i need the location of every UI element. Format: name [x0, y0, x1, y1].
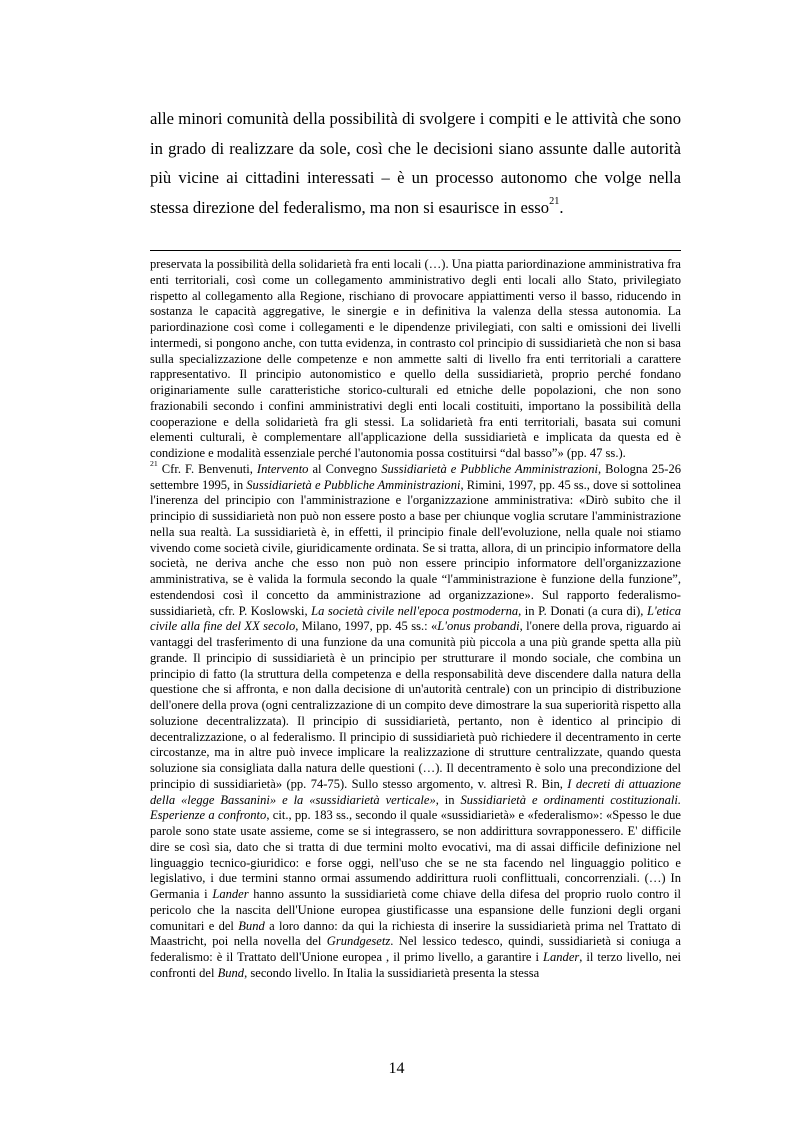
page-number: 14: [388, 1060, 405, 1077]
footnote-italic: Sussidiarietà e ordinamenti costituzionali. Esperienze a confronto: [150, 792, 681, 823]
footnote-text: , in P. Donati (a cura di),: [518, 603, 647, 618]
footnote-italic: Grundgesetz: [326, 934, 391, 949]
footnote-text: , l'onere della prova, riguardo ai vantaggi del trasferimento di una funzione da una comunità più piccola a una più grande spetta alla più grande. Il principio di sussidiarietà è un principio per strutturare il mondo sociale, che combina un principio di fatto (la struttura della competenza e della responsabilità deve discendere dalla natura della questione che si affronta, e non dalla decisione di un'autorità centrale) con un principio di distribuzione dell'onere della prova (ogni centralizzazione di un compito deve dimostrare la sua superiorità rispetto alla soluzione decentralizzata). Il principio di sussidiarietà, pertanto, non è identico al principio di decentralizzazione, o al federalismo. Il principio di sussidiarietà può richiedere il decentramento in certe circostanze, ma in altre può invece implicare la realizzazione di strutture centralizzate, quando questa soluzione sia consigliata dalla natura delle questioni (…). Il decentramento è solo una precondizione del principio di sussidiarietà» (pp. 74-75). Sullo stesso argomento, v. altresì R. Bin,: [150, 619, 681, 791]
footnote-text: , Bologna 25-26 settembre 1995, in: [150, 461, 682, 492]
footnote-text: al Convegno: [308, 461, 382, 476]
footnote-italic: Lander: [212, 887, 249, 901]
footnote-text: , Milano, 1997, pp. 45 ss.: «: [295, 619, 438, 634]
footnote-text: , in: [435, 792, 461, 807]
footnote-text: Cfr. F. Benvenuti,: [157, 461, 257, 476]
footnote-text: , cit., pp. 183 ss., secondo il quale «sussidiarietà» e «federalismo»: «Spesso le due parole sono state usate assieme, come se si integrassero, se non addirittura sovrapponessero. E' difficile dire se così sia, dato che si tratta di due termini molto evocativi, ma di assai difficile definizione nel linguaggio tecnico-giuridico: e forse oggi, nell'uso che se ne sta facendo nel linguaggio politico e legislativo, i due termini stanno ormai assumendo addirittura ruoli conflittuali, concorrenziali. (…) In Germania i: [150, 808, 681, 901]
footnote-italic: Lander: [543, 950, 580, 964]
footnote-italic: Bund: [217, 965, 245, 980]
footnote-italic: L'etica civile alla fine del XX secolo: [150, 603, 682, 634]
footnote-italic: L'onus probandi: [437, 619, 520, 634]
body-paragraph-end: .: [559, 197, 564, 217]
footnote-italic: I decreti di attuazione della «legge Bassanini» e la «sussidiarietà verticale»: [150, 776, 681, 807]
footnote-italic: La società civile nell'epoca postmoderna: [311, 603, 519, 618]
footnote-separator: [150, 250, 681, 251]
footnote-reference: 21: [549, 196, 560, 208]
footnote-continuation: preservata la possibilità della solidarietà fra enti locali (…). Una piatta pariordinazione amministrativa fra enti territoriali, così come un collegamento amministrativo degli enti locali allo Stato, privilegiato rispetto al collegamento alla Regione, rischiano di provocare appiattimenti verso il basso, riducendo in sostanza le capacità aggregative, le sinergie e in definitiva la valenza della stessa autonomia. La pariordinazione così come i collegamenti e le dipendenze privilegiati, con salti e omissioni dei livelli intermedi, si pongono anche, con tutta evidenza, in contrasto col principio di sussidiarietà che non si basa sulla specializzazione delle competenze e non ammette salti di livello fra enti territoriali a carattere rappresentativo. Il principio autonomistico e quello della sussidiarietà, proprio perché fondano originariamente sulle caratteristiche storico-culturali ed etniche delle popolazioni, che non sono frazionabili secondo i confini amministrativi degli enti locali costituiti, importano la possibilità della cooperazione e della solidarietà fra gli stessi. La solidarietà fra enti territoriali, basata sui comuni elementi culturali, è complementare all'applicazione della sussidiarietà e implicata da questa ed è condizione e modalità essenziale perché l'autonomia possa costituirsi “dal basso”» (pp. 47 ss.).: [150, 257, 681, 460]
footnote-italic: Sussidiarietà e Pubbliche Amministrazioni: [381, 461, 599, 476]
footnote-text: , secondo livello. In Italia la sussidiarietà presenta la stessa: [244, 965, 540, 980]
footnote-number: 21: [150, 459, 158, 469]
footnote-italic: Bund: [238, 918, 265, 933]
footnote-text: a loro danno: da qui la richiesta di inserire la sussidiarietà prima nel Trattato di Maastricht, poi nella novella del: [150, 918, 681, 949]
footnote-text: , il terzo livello, nei confronti del: [150, 950, 681, 980]
footnote-italic: Intervento: [256, 461, 309, 476]
body-paragraph-text: alle minori comunità della possibilità di svolgere i compiti e le attività che sono in grado di realizzare da sole, così che le decisioni siano assunte dalle autorità più vicine ai cittadini interessati – è un processo autonomo che volge nella stessa direzione del federalismo, ma non si esaurisce in esso: [150, 109, 681, 217]
footnote-italic: Sussidiarietà e Pubbliche Amministrazioni: [246, 477, 461, 492]
footnote-text: hanno assunto la sussidiarietà come chiave della difesa del proprio ruolo contro il pericolo che la nascita dell'Unione europea giustificasse una espansione delle funzioni degli organi comunitari e del: [150, 887, 681, 933]
footnote-text: . Nel lessico tedesco, quindi, sussidiarietà si coniuga a federalismo: è il Trattato dell'Unione europea , il primo livello, a garantire i: [150, 934, 681, 964]
footnotes-area: [150, 257, 681, 982]
body-paragraph: [150, 104, 681, 222]
footnote-21: [150, 459, 682, 982]
footnote-text: , Rimini, 1997, pp. 45 ss., dove si sottolinea l'inerenza del principio con l'amministrazione e l'organizzazione amministrativa: «Dirò subito che il principio di sussidiarietà non può non essere posto a base per chiunque voglia scrutare l'amministrazione nella sua realtà. La sussidiarietà è, in effetti, il principio finale dell'evoluzione, nella quale noi stiamo vivendo come società civile, giuridicamente ordinata. Se si tratta, allora, di un principio informatore della società, ne deriva anche che esso non può non essere principio informatore dell'organizzazione amministrativa, se è valida la formula secondo la quale “l'amministrazione è funzione della funzione”, estendendosi così il concetto da amministrazione ad organizzazione». Sul rapporto federalismo-sussidiarietà, cfr. P. Koslowski,: [150, 477, 681, 618]
